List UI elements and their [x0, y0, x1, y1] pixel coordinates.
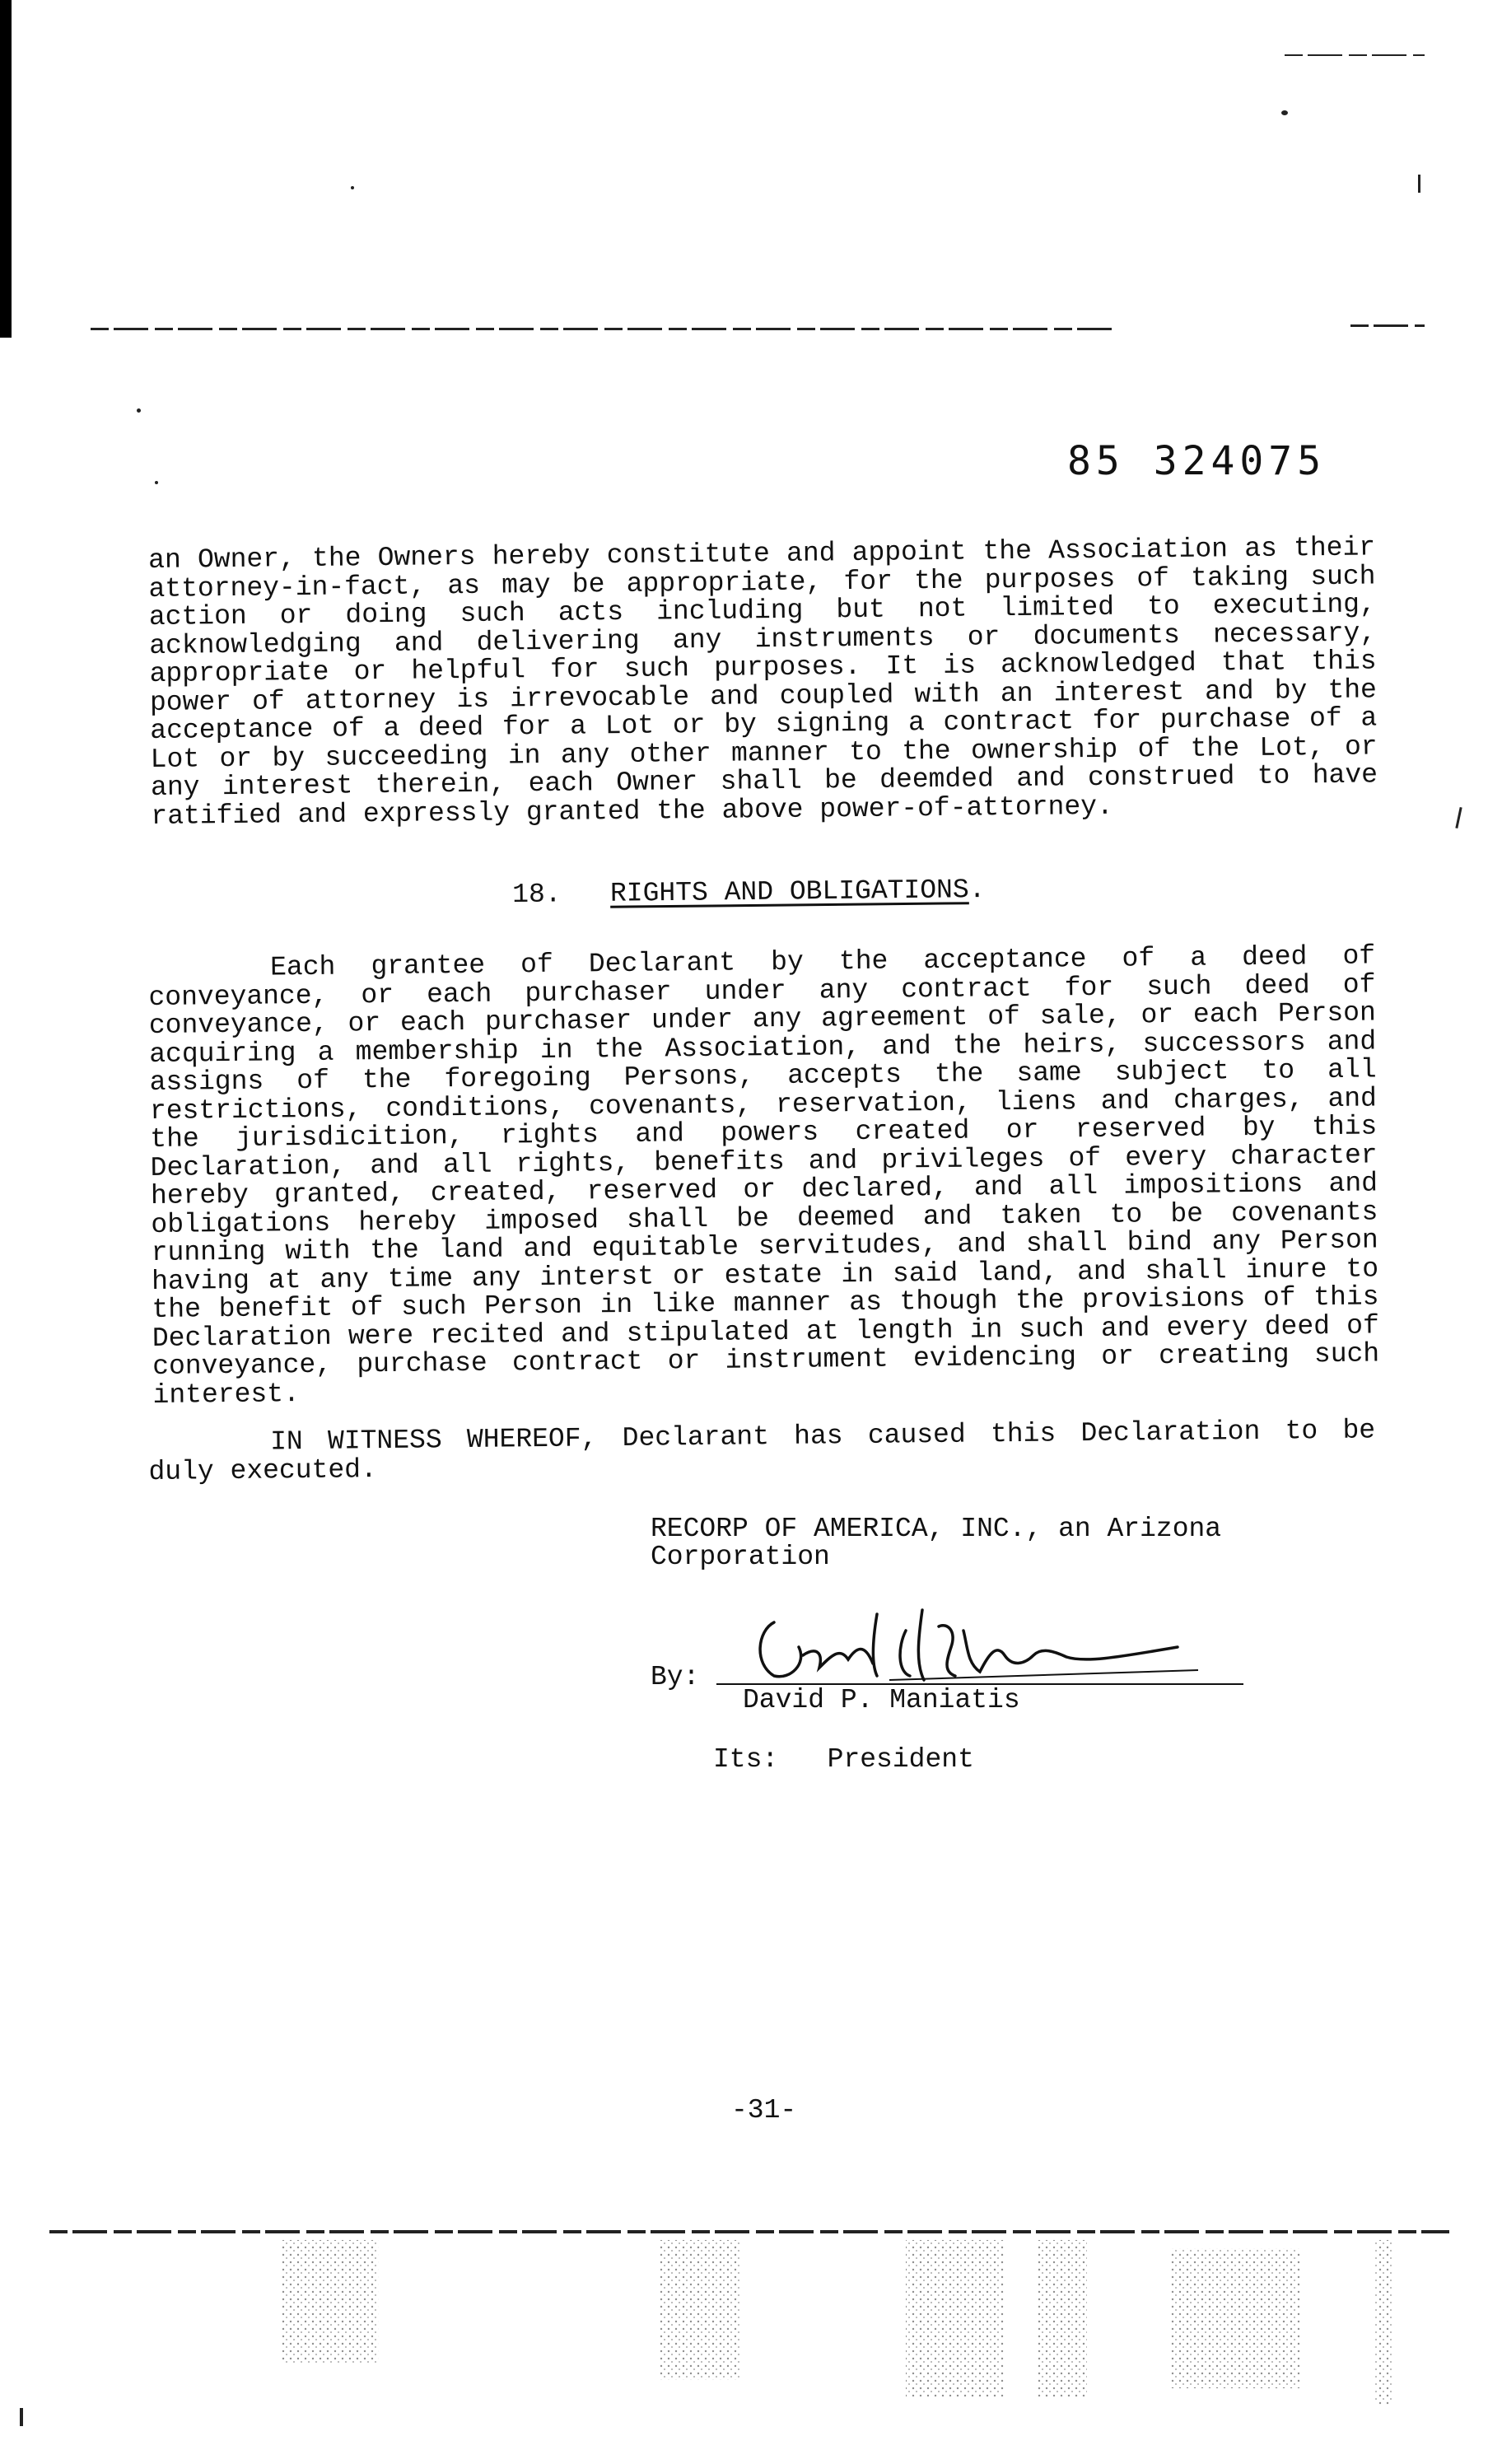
witness-clause-text	[148, 1416, 1376, 1486]
signer-name: David P. Maniatis	[743, 1685, 1020, 1715]
handwritten-signature	[741, 1598, 1202, 1696]
scan-speck	[1418, 175, 1420, 193]
witness-clause-rest: Declarant has caused this Declaration to be duly executed.	[148, 1415, 1376, 1487]
rights-obligations-text: Each grantee of Declarant by the acceptance of a deed of conveyance, or each purchaser under any contract for such deed of conveyance, or each purchaser under any agreement of sale, or each Person acquiring a membership in the Association, and the heirs, successors and assigns of the foregoing Persons, accepts the same subject to all restrictions, conditions, covenants, reservation, liens and charges, and the jurisdicition, rights and powers created or reserved by this Declaration, and all rights, benefits and privileges of every character hereby granted, created, reserved or declared, and all impositions and obligations hereby imposed shall be deemed and taken to be covenants running with the land and equitable servitudes, and shall bind any Person having at any time any interst or estate in said land, and shall inure to the benefit of such Person in like manner as though the provisions of this Declaration were recited and stipulated at length in such and every deed of conveyance, purchase contract or instrument evidencing or creating such interest.	[148, 940, 1380, 1411]
scan-speck	[20, 2408, 23, 2426]
scan-speck	[137, 408, 141, 413]
top-scan-rule	[91, 328, 1112, 330]
top-scan-rule-right	[1350, 324, 1425, 327]
scan-noise-band	[0, 2224, 1502, 2405]
rights-obligations-paragraph	[148, 942, 1380, 1410]
top-corner-mark	[1285, 54, 1425, 56]
continuation-paragraph	[148, 534, 1378, 831]
its-label: Its:	[713, 1744, 779, 1775]
by-label: By:	[651, 1662, 700, 1692]
continuation-paragraph-text: an Owner, the Owners hereby constitute and appoint the Association as their attorney-in-fact, as may be appropriate, for the purposes of taking such action or doing such acts including but not limited to executing, acknowledging and delivering any instruments or documents necessary, appropriate or helpful for such purposes. It is acknowledged that this power of attorney is irrevocable and coupled with an interest and by the acceptance of a deed for a Lot or by signing a contract for purchase of a Lot or by succeeding in any other manner to the ownership of the Lot, or any interest therein, each Owner shall be deemded and construed to have ratified and expressly granted the above power-of-attorney.	[147, 532, 1378, 832]
section-title: RIGHTS AND OBLIGATIONS	[609, 875, 969, 909]
company-name-block	[651, 1512, 1221, 1575]
section-heading	[512, 875, 986, 910]
company-line-1: RECORP OF AMERICA, INC., an Arizona	[651, 1514, 1222, 1544]
section-title-period: .	[968, 874, 986, 906]
recording-number: 85 324075	[1067, 438, 1327, 484]
company-line-2: Corporation	[651, 1542, 830, 1572]
scan-edge-bar	[0, 0, 12, 338]
scan-speck	[1281, 110, 1288, 115]
scan-speck	[351, 186, 354, 189]
title-row	[713, 1743, 974, 1777]
witness-clause-lead: IN WITNESS WHEREOF,	[269, 1423, 598, 1458]
section-number: 18.	[512, 879, 562, 910]
page-number: -31-	[731, 2095, 797, 2126]
scan-speck	[1455, 807, 1462, 828]
witness-clause	[148, 1416, 1376, 1486]
signer-title: President	[827, 1744, 974, 1775]
scan-speck	[155, 481, 158, 484]
